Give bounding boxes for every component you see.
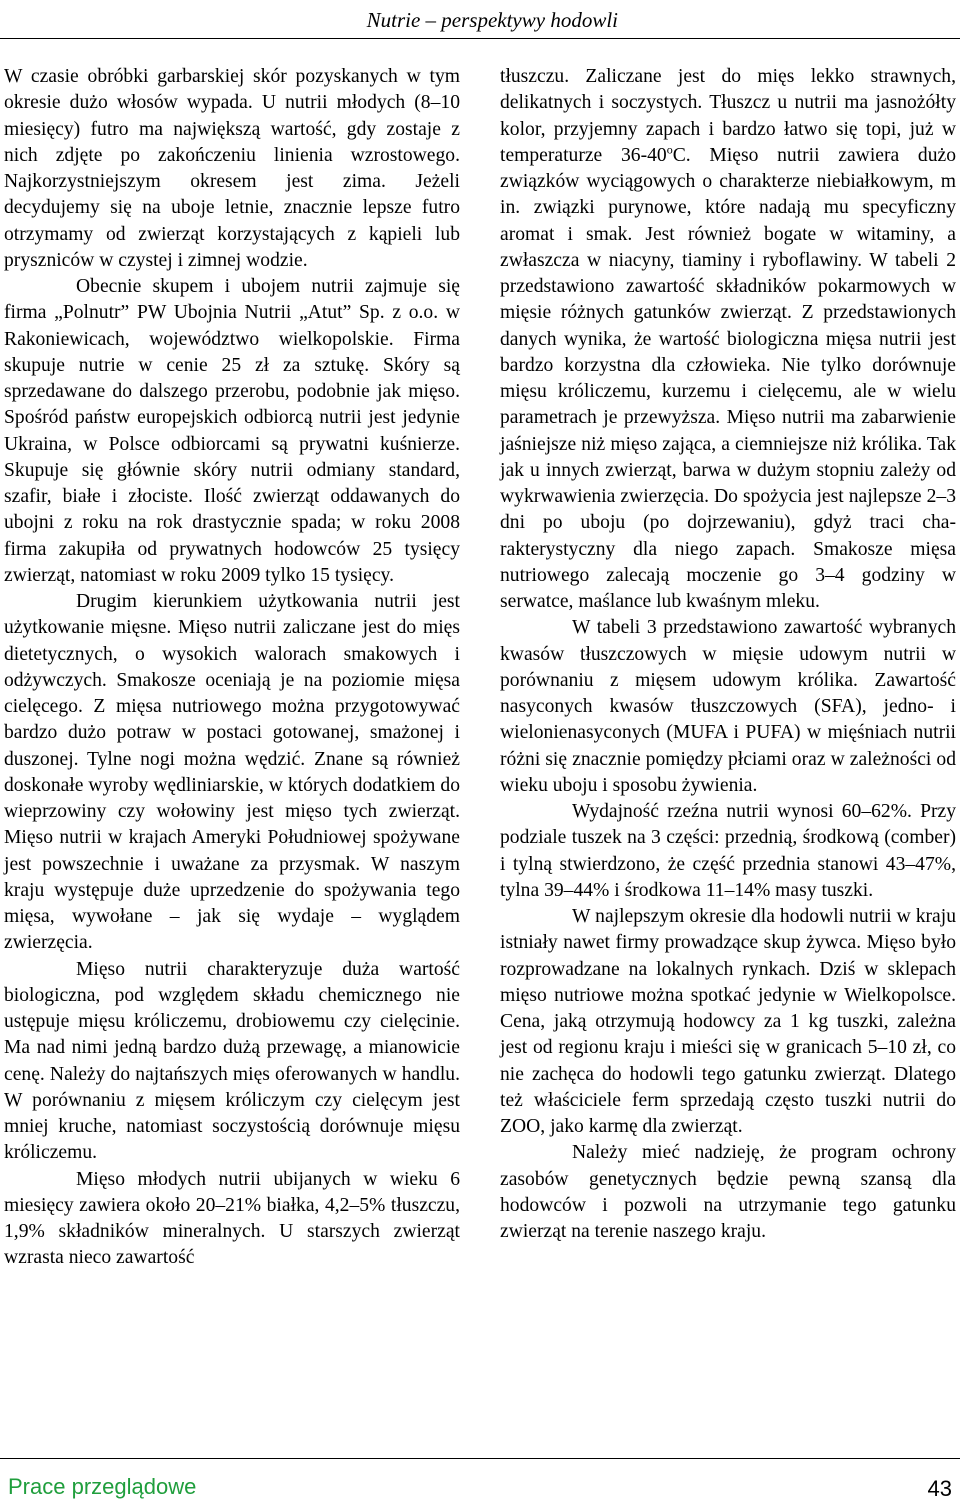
- paragraph: Należy mieć nadzieję, że program ochrony zasobów genetycznych będzie pewną szansą dla hodowców i pozwoli na utrzymanie tego gatunku zwierząt na terenie naszego kraju.: [500, 1142, 956, 1242]
- paragraph: W tabeli 3 przedstawiono zawartość wybranych kwasów tłuszczowych w mięsie udowym nutrii w porównaniu z mięsem udowym królika. Zawartość nasyconych kwasów tłuszczowych (SFA), jedno- i wielonienasyconych (MUFA i PUFA) w mięśniach nutrii różni się znacznie pomiędzy płciami oraz w zależności od wieku uboju i sposobu żywienia.: [500, 617, 956, 796]
- footer-rule: [0, 1458, 960, 1459]
- paragraph-text: C. Mięso nutrii zawiera dużo związków wyciągowych o charakterze niebiałkowym, m in. związki purynowe, które nadają mu specyficzny aromat i smak. Jest również bogate w witaminy, a zwłaszcza w niacyny, tiaminy i ryboflawiny. W tabeli 2 przedstawiono zawartość składników pokarmowych w mięsie różnych gatunków zwierząt. Z przedstawionych danych wynika, że wartość biologiczna mięsa nutrii jest bardzo korzystna dla człowieka. Nie tylko dorównuje mięsu króliczemu, kurzemu i cielęcemu, ale w wielu parametrach je przewyższa. Mięso nutrii ma zabarwienie jaśniejsze niż mięso zająca, a ciemniejsze niż królika. Tak jak u innych zwierząt, barwa w dużym stopniu zależy od wykrwawienia zwierzęcia. Do spożycia jest najlepsze 2–3 dni po uboju (po dojrzewaniu), gdyż traci charakterystyczny dla niego zapach. Smakosze mięsa nutriowego zalecają moczenie go 3–4 godziny w serwatce, maślance lub kwaśnym mleku.: [500, 144, 956, 612]
- header-rule: [0, 38, 960, 39]
- paragraph: Mięso nutrii charakteryzuje duża wartość biologiczna, pod względem składu chemicznego nie ustępuje mięsu króliczemu, drobiowemu czy cielęcinie. Ma nad nimi jedną bardzo dużą przewagę, a mianowicie cenę. Należy do najtańszych mięs oferowanych w handlu. W porównaniu z mięsem króliczym czy cielęcym jest mniej kruche, natomiast soczystością dorównuje mięsu króliczemu.: [4, 958, 460, 1164]
- page-number: 43: [927, 1476, 952, 1501]
- running-title: Nutrie – perspektywy hodowli: [366, 8, 618, 32]
- paragraph: Obecnie skupem i ubojem nutrii zajmuje się firma „Polnutr” PW Ubojnia Nutrii „Atut” Sp. z o.o. w Rakoniewicach, województwo wielkopolskie. Firma skupuje nutrie w cenie 25 zł za sztukę. Skóry są sprzedawane do dalszego przerobu, podobnie jak mięso. Spośród państw europejskich odbiorcą nutrii jest jedynie Ukraina, w Polsce odbiorcami są prywatni kuśnierze. Skupuje się głównie skóry nutrii odmiany standard, szafir, białe i złociste. Ilość zwierząt oddawanych do ubojni z roku na rok drastycznie spada; w roku 2008 firma zakupiła od prywatnych hodowców 25 tysięcy zwierząt, natomiast w roku 2009 tylko 15 tysięcy.: [4, 276, 460, 586]
- paragraph: W najlepszym okresie dla hodowli nutrii w kraju istniały nawet firmy prowadzące skup żywca. Mięso było rozprowadzane na lokalnych rynkach. Dziś w sklepach mięso nutriowe można spotkać jedynie w Wielkopolsce. Cena, jaką otrzymują hodowcy za 1 kg tuszki, zależna jest od regionu kraju i mieści się w granicach 5–10 zł, co nie zachęca do hodowli tego gatunku zwierząt. Dlatego też właściciele ferm sprzedają często tuszki nutrii do ZOO, jako karmę dla zwierząt.: [500, 906, 956, 1137]
- paragraph-text: tłuszczu. Zaliczane jest do mięs lekko strawnych, delikatnych i soczystych. Tłuszcz u nutrii ma jasnożółty kolor, przyjemny zapach i bardzo łatwo się topi, już w temperaturze 36-40: [500, 66, 956, 166]
- paragraph: Drugim kierunkiem użytkowania nutrii jest użytkowanie mięsne. Mięso nutrii zaliczane jest do mięs dietetycznych, o wysokich walorach smakowych i odżywczych. Smakosze oceniają je na poziomie mięsa cielęcego. Z mięsa nutriowego można przygotowywać bardzo dużo potraw w postaci gotowanej, smażonej i duszonej. Tylne nogi można wędzić. Znane są również doskonałe wyroby wędliniarskie, w których dodatkiem do wieprzowiny czy wołowiny jest mięso tych zwierząt. Mięso nutrii w krajach Ameryki Południowej spożywane jest powszechnie i uważane za przysmak. W naszym kraju występuje duże uprzedzenie do spożywania tego mięsa, wywołane – jak się wydaje – wyglądem zwierzęcia.: [4, 591, 460, 954]
- section-label: Prace przeglądowe: [8, 1474, 197, 1499]
- paragraph: [500, 64, 956, 615]
- paragraph: W czasie obróbki garbarskiej skór pozyskanych w tym okresie dużo włosów wypada. U nutrii młodych (8–10 miesięcy) futro ma największą wartość, gdy zostaje z nich zdjęte po zakończeniu linienia wzrostowego. Najkorzystniejszym okresem jest zima. Jeżeli decydujemy się na uboje letnie, znacznie lepsze futro otrzymamy od zwierząt korzystających z kąpieli lub pryszniców w czystej i zimnej wodzie.: [4, 66, 460, 271]
- right-column: [500, 64, 956, 1245]
- paragraph: Mięso młodych nutrii ubijanych w wieku 6 miesięcy zawiera około 20–21% białka, 4,2–5% tłuszczu, 1,9% składników mineralnych. U starszych zwierząt wzrasta nieco zawartość: [4, 1168, 460, 1269]
- degree-superscript: o: [666, 142, 673, 157]
- paragraph: Wydajność rzeźna nutrii wynosi 60–62%. Przy podziale tuszek na 3 części: przednią, środkową (comber) i tylną stwierdzono, że część przednia stanowi 43–47%, tylna 39–44% i środkowa 11–14% masy tuszki.: [500, 801, 956, 901]
- left-column: [4, 64, 460, 1272]
